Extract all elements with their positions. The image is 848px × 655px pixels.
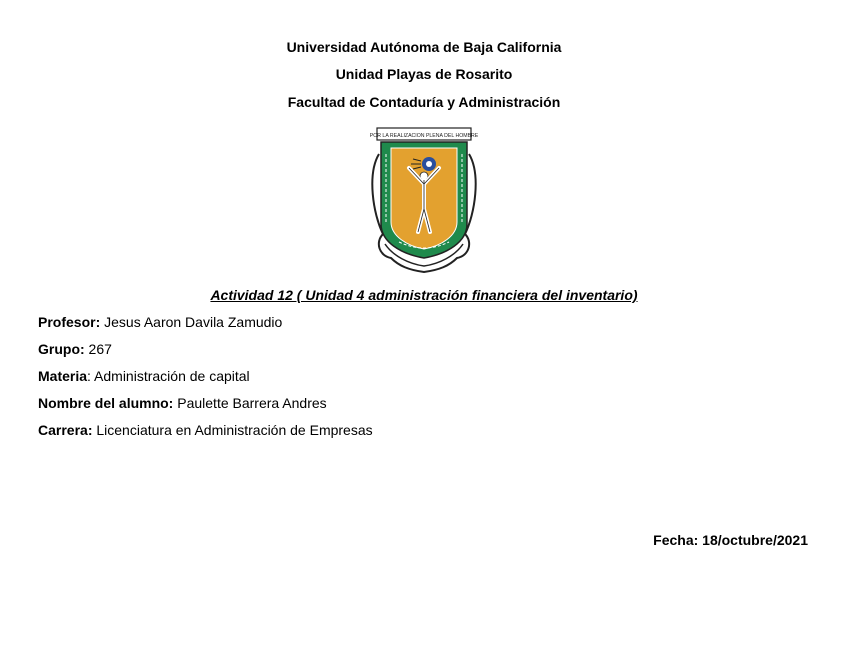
field-label: Grupo:	[38, 341, 85, 357]
field-value: Licenciatura en Administración de Empresas	[92, 422, 373, 438]
field-label: Materia	[38, 368, 88, 384]
university-crest-logo	[369, 124, 479, 274]
field-label: Carrera:	[38, 422, 93, 438]
svg-text:POR LA REALIZACION PLENA DEL H: POR LA REALIZACION PLENA DEL HOMBRE	[369, 133, 479, 139]
field-label: Profesor:	[38, 314, 101, 330]
field-value: Jesus Aaron Davila Zamudio	[100, 314, 283, 330]
professor-field	[38, 313, 282, 331]
field-value: : Administración de capital	[87, 368, 250, 384]
student-name-field	[38, 394, 327, 412]
activity-title: Actividad 12 ( Unidad 4 administración financiera del inventario)	[210, 287, 638, 303]
date-label: Fecha: 18/octubre/2021	[653, 532, 808, 548]
subject-field	[38, 367, 250, 385]
field-value: 267	[84, 341, 112, 357]
field-value: Paulette Barrera Andres	[173, 395, 327, 411]
faculty-name: Facultad de Contaduría y Administración	[287, 94, 561, 110]
field-label: Nombre del alumno:	[38, 395, 174, 411]
unit-name: Unidad Playas de Rosarito	[335, 66, 513, 82]
group-field	[38, 340, 112, 358]
degree-field	[38, 421, 373, 439]
university-name: Universidad Autónoma de Baja California	[286, 39, 562, 55]
